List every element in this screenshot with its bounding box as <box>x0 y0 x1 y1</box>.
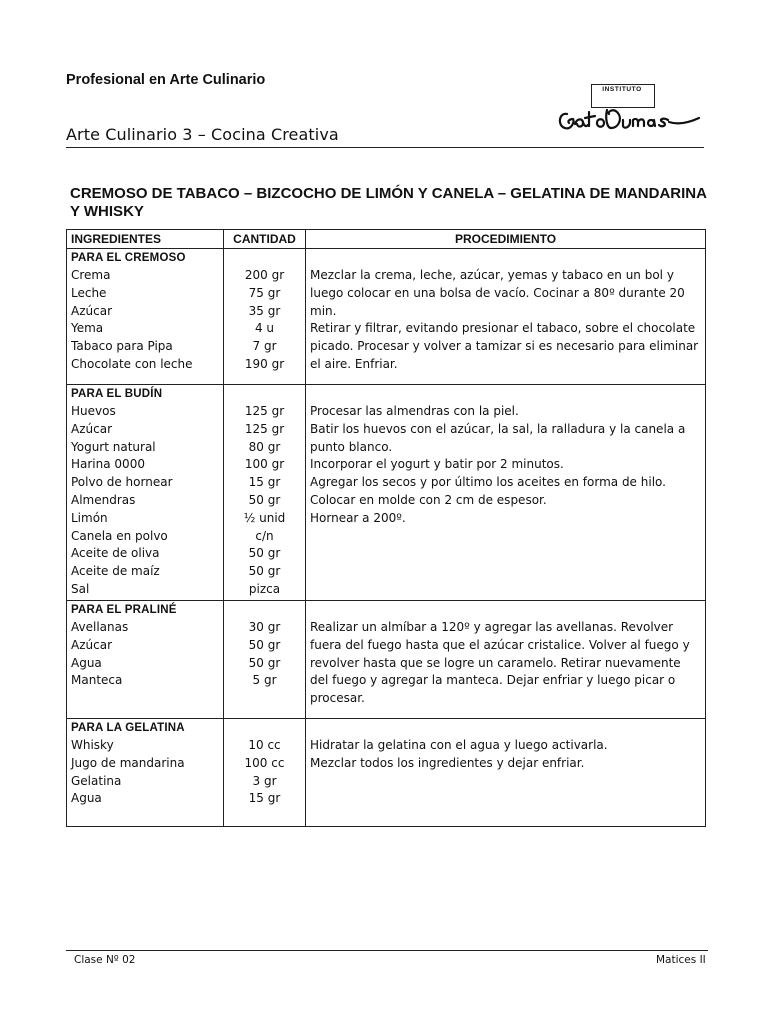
column-header-ingredients: INGREDIENTES <box>67 230 224 249</box>
ingredient-quantity: 50 gr <box>248 546 281 561</box>
procedure-line: Mezclar la crema, leche, azúcar, yemas y tabaco en un bol y <box>310 268 674 282</box>
ingredient-quantity: 100 cc <box>244 755 285 770</box>
ingredient-quantity: 50 gr <box>248 492 281 507</box>
ingredient-name: Jugo de mandarina <box>71 755 185 770</box>
procedure-line: Realizar un almíbar a 120º y agregar las avellanas. Revolver <box>310 620 674 634</box>
ingredient-quantity: 75 gr <box>248 285 281 300</box>
section-title: PARA EL CREMOSO <box>71 252 186 264</box>
procedure-line: Batir los huevos con el azúcar, la sal, la ralladura y la canela a <box>310 421 686 436</box>
ingredient-name: Yema <box>71 321 104 336</box>
procedure-line: Hidratar la gelatina con el agua y luego activarla. <box>310 738 608 752</box>
procedure-line: punto blanco. <box>310 439 393 454</box>
ingredient-name: Limón <box>71 510 108 525</box>
ingredient-name: Polvo de hornear <box>71 475 173 490</box>
recipe-table <box>66 229 706 827</box>
ingredient-name: Gelatina <box>71 773 122 788</box>
recipe-section-row <box>67 601 706 719</box>
logo-signature-icon <box>553 92 703 136</box>
ingredient-name: Canela en polvo <box>71 528 168 543</box>
logo-institute-label: INSTITUTO <box>602 86 642 93</box>
program-name: Profesional en Arte Culinario <box>66 72 266 88</box>
ingredient-quantity: 15 gr <box>248 475 281 490</box>
ingredient-quantity: 7 gr <box>252 339 277 354</box>
ingredient-quantity: 125 gr <box>244 421 285 436</box>
ingredient-name: Aceite de oliva <box>71 546 160 561</box>
procedure-line: Incorporar el yogurt y batir por 2 minutos. <box>310 457 564 472</box>
ingredient-quantity: 50 gr <box>248 564 281 579</box>
procedure-cell <box>306 719 706 827</box>
ingredient-name: Crema <box>71 268 111 282</box>
section-title: PARA EL PRALINÉ <box>71 604 177 616</box>
ingredient-name: Aceite de maíz <box>71 564 160 579</box>
section-title: PARA EL BUDÍN <box>71 388 163 400</box>
ingredient-quantity: 15 gr <box>248 791 281 806</box>
institute-logo <box>553 84 703 134</box>
ingredients-cell <box>67 385 224 601</box>
course-title: Arte Culinario 3 – Cocina Creativa <box>66 125 339 144</box>
ingredient-quantity: 100 gr <box>244 457 285 472</box>
footer-divider <box>66 950 708 951</box>
ingredient-name: Harina 0000 <box>71 457 145 472</box>
procedure-line: luego colocar en una bolsa de vacío. Cocinar a 80º durante 20 <box>310 285 685 300</box>
procedure-line: picado. Procesar y volver a tamizar si es necesario para eliminar <box>310 339 699 354</box>
quantity-cell <box>224 719 306 827</box>
procedure-line: el aire. Enfriar. <box>310 356 398 371</box>
ingredient-name: Tabaco para Pipa <box>71 339 173 354</box>
ingredient-name: Whisky <box>71 738 114 752</box>
procedure-line: revolver hasta que se logre un caramelo. Retirar nuevamente <box>310 655 681 670</box>
ingredient-name: Avellanas <box>71 620 129 634</box>
recipe-section-row <box>67 385 706 601</box>
procedure-line: Procesar las almendras con la piel. <box>310 404 519 418</box>
ingredients-cell <box>67 719 224 827</box>
ingredient-quantity: 10 cc <box>248 738 281 752</box>
ingredient-quantity: 50 gr <box>248 655 281 670</box>
ingredient-quantity: 200 gr <box>244 268 285 282</box>
ingredient-quantity: 3 gr <box>252 773 277 788</box>
recipe-section-row <box>67 719 706 827</box>
ingredient-name: Manteca <box>71 673 123 688</box>
procedure-line: Hornear a 200º. <box>310 510 406 525</box>
header-divider <box>66 147 704 148</box>
procedure-line: Colocar en molde con 2 cm de espesor. <box>310 492 547 507</box>
procedure-line: procesar. <box>310 691 365 706</box>
ingredient-name: Sal <box>71 581 90 596</box>
ingredient-name: Leche <box>71 285 107 300</box>
recipe-title: CREMOSO DE TABACO – BIZCOCHO DE LIMÓN Y CANELA – GELATINA DE MANDARINA Y WHISKY <box>70 185 707 220</box>
ingredient-quantity: pizca <box>248 581 281 596</box>
section-title: PARA LA GELATINA <box>71 722 185 734</box>
quantity-cell <box>224 601 306 719</box>
ingredient-name: Agua <box>71 655 102 670</box>
procedure-line: Mezclar todos los ingredientes y dejar enfriar. <box>310 755 585 770</box>
quantity-cell <box>224 385 306 601</box>
procedure-cell <box>306 249 706 385</box>
procedure-line: Retirar y filtrar, evitando presionar el tabaco, sobre el chocolate <box>310 321 696 336</box>
procedure-line: del fuego y agregar la manteca. Dejar enfriar y luego picar o <box>310 673 676 688</box>
ingredient-name: Almendras <box>71 492 136 507</box>
ingredient-name: Chocolate con leche <box>71 356 193 371</box>
procedure-line: fuera del fuego hasta que el azúcar cristalice. Volver al fuego y <box>310 637 690 652</box>
ingredient-quantity: 35 gr <box>248 303 281 318</box>
ingredients-cell <box>67 249 224 385</box>
ingredient-name: Agua <box>71 791 102 806</box>
ingredients-cell <box>67 601 224 719</box>
procedure-line: Agregar los secos y por último los aceites en forma de hilo. <box>310 475 666 490</box>
ingredient-quantity: 50 gr <box>248 637 281 652</box>
ingredient-name: Azúcar <box>71 637 112 652</box>
ingredient-quantity: 4 u <box>254 321 275 336</box>
procedure-line: min. <box>310 303 337 318</box>
ingredient-quantity: c/n <box>255 528 274 543</box>
ingredient-quantity: 80 gr <box>248 439 281 454</box>
ingredient-name: Azúcar <box>71 303 112 318</box>
module-name: Matices II <box>656 954 706 966</box>
ingredient-quantity: 125 gr <box>244 404 285 418</box>
ingredient-quantity: 30 gr <box>248 620 281 634</box>
ingredient-name: Huevos <box>71 404 116 418</box>
column-header-quantity: CANTIDAD <box>224 230 306 249</box>
ingredient-name: Azúcar <box>71 421 112 436</box>
procedure-cell <box>306 385 706 601</box>
class-number: Clase Nº 02 <box>74 954 136 966</box>
table-header-row <box>67 230 706 249</box>
recipe-table-body <box>67 249 706 827</box>
ingredient-name: Yogurt natural <box>71 439 156 454</box>
procedure-cell <box>306 601 706 719</box>
quantity-cell <box>224 249 306 385</box>
ingredient-quantity: 5 gr <box>252 673 277 688</box>
ingredient-quantity: 190 gr <box>244 356 285 371</box>
ingredient-quantity: ½ unid <box>243 510 286 525</box>
column-header-procedure: PROCEDIMIENTO <box>306 230 706 249</box>
recipe-section-row <box>67 249 706 385</box>
